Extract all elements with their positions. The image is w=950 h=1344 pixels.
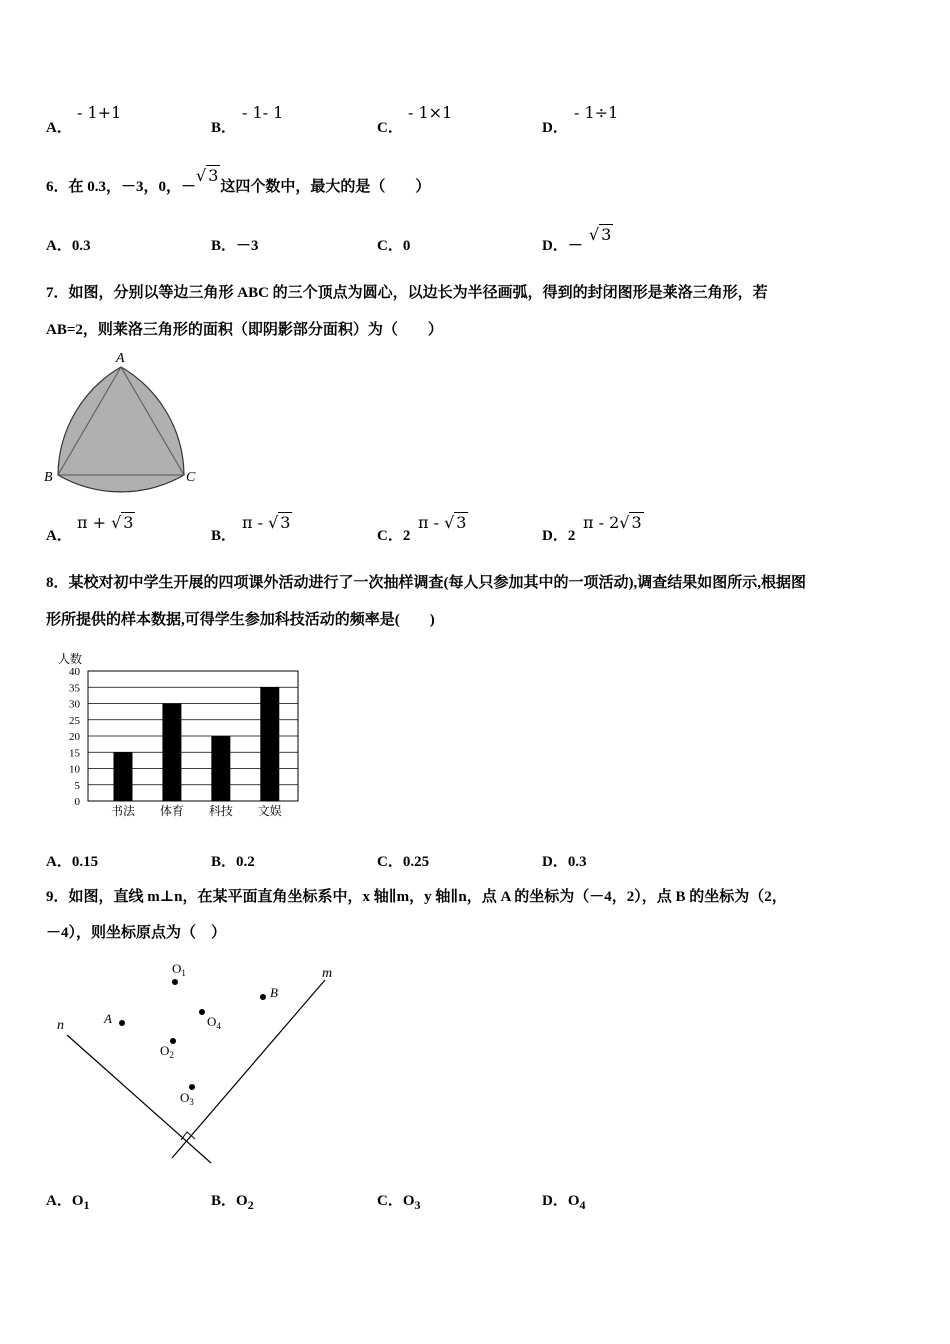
q7-option-a-radicand: 3 (123, 513, 134, 532)
q9-option-b-value: O (236, 1193, 248, 1209)
q5-option-d (542, 116, 568, 137)
q6-option-d-sqrt-sign: √ (588, 225, 600, 244)
q8-option-a-label: A． (46, 854, 72, 870)
q6-stem-part1: 6．在 0.3，－3，0，－ (46, 179, 197, 195)
y-tick-label-35: 35 (69, 682, 80, 695)
q6-sqrt-sign: √ (196, 166, 207, 185)
q5-option-c (377, 116, 403, 137)
q6-option-b-value: －3 (236, 238, 259, 254)
x-tick-label-1: 书法 (110, 804, 136, 818)
q6-stem (46, 166, 431, 196)
chart-y-ticks (69, 666, 81, 808)
label-a: A (104, 1011, 112, 1026)
q6-option-a-label: A． (46, 238, 72, 254)
q6-option-c-value: 0 (402, 238, 411, 254)
q5-option-d-expr: - 1÷1 (574, 103, 619, 122)
q9-option-a-sub: 1 (83, 1198, 90, 1212)
q7-option-a-label: A． (46, 528, 72, 544)
q6-stem-part2: 这四个数中，最大的是（ ） (220, 179, 431, 195)
q7-option-b (211, 524, 236, 545)
q7-option-a-expr (77, 513, 135, 532)
q7-option-b-sqrt-sign: √ (268, 513, 279, 532)
q7-option-d-label: D． (542, 528, 568, 544)
point-o4 (199, 1009, 205, 1015)
q8-option-b-label: B． (211, 854, 237, 870)
q7-option-b-expr (242, 513, 292, 532)
q9-line1: 9．如图，直线 m⊥n，在某平面直角坐标系中，x 轴∥m，y 轴∥n，点 A 的坐标为（－4，2），点 B 的坐标为（2， (46, 889, 787, 905)
q6-option-a (46, 234, 91, 255)
q7-option-a-expr-text: π + (77, 513, 112, 532)
bar-2 (162, 704, 181, 802)
q6-option-d-value: － (567, 238, 583, 254)
label-m: m (322, 966, 333, 981)
label-b: B (270, 985, 278, 1000)
point-o2 (170, 1038, 176, 1044)
q6-option-d-radicand: 3 (601, 225, 612, 244)
q9-option-b (211, 1189, 254, 1213)
x-tick-label-4: 文娱 (257, 804, 282, 818)
bar-1 (114, 752, 133, 801)
y-tick-label-0: 0 (74, 796, 80, 808)
q6-radicand: 3 (208, 166, 219, 185)
q9-option-c (377, 1189, 421, 1213)
q7-option-c-label: C． (377, 528, 403, 544)
x-tick-label-3: 科技 (208, 804, 233, 818)
q6-option-c (377, 234, 410, 255)
q7-option-c-sqrt-sign: √ (444, 513, 455, 532)
q8-option-c-label: C． (377, 854, 403, 870)
q5-option-d-label: D． (542, 120, 568, 136)
reuleaux-shaded-region (58, 367, 184, 492)
y-tick-label-15: 15 (69, 747, 80, 760)
line-m (172, 980, 325, 1158)
q9-option-d-sub: 4 (579, 1198, 586, 1212)
q6-option-c-label: C． (377, 238, 403, 254)
q7-option-c-prefix: 2 (402, 528, 411, 544)
q5-option-a-expr: - 1+1 (77, 103, 122, 122)
point-o1 (172, 979, 178, 985)
label-o1: $O_1$ (172, 961, 186, 978)
q9-option-d-label: D． (542, 1193, 568, 1209)
q6-option-d (542, 225, 613, 255)
q7-option-d-sqrt-sign: √ (619, 513, 630, 532)
q6-option-b (211, 234, 259, 255)
q9-option-b-label: B． (211, 1193, 237, 1209)
chart-bars (114, 687, 280, 801)
coordinate-lines-figure (40, 955, 350, 1170)
point-a (119, 1020, 125, 1026)
q7-option-c (377, 524, 410, 545)
vertex-label-a: A (116, 351, 125, 366)
vertex-label-c: C (186, 470, 196, 485)
label-o4: $O_4$ (207, 1014, 221, 1031)
q6-option-d-label: D． (542, 238, 568, 254)
q5-option-b (211, 116, 236, 137)
q5-option-b-expr: - 1- 1 (242, 103, 284, 122)
q9-option-a (46, 1189, 90, 1213)
q9-option-c-sub: 3 (414, 1198, 421, 1212)
q9-option-d-value: O (567, 1193, 580, 1209)
q8-option-d (542, 850, 587, 871)
q6-option-b-label: B． (211, 238, 237, 254)
y-tick-label-40: 40 (69, 666, 80, 678)
q5-option-a (46, 116, 72, 137)
q5-option-b-label: B． (211, 120, 237, 136)
q8-option-c-value: 0.25 (402, 854, 430, 870)
label-o2: $O_2$ (160, 1043, 174, 1060)
point-b (260, 994, 266, 1000)
q7-option-d (542, 524, 575, 545)
q8-line2: 形所提供的样本数据,可得学生参加科技活动的频率是( ) (46, 612, 435, 628)
y-tick-label-10: 10 (69, 763, 80, 776)
q9-option-d (542, 1189, 586, 1213)
q9-option-c-value: O (402, 1193, 415, 1209)
q5-option-a-label: A． (46, 120, 72, 136)
vertex-label-b: B (44, 470, 53, 485)
chart-x-ticks (111, 803, 282, 818)
q5-option-c-expr: - 1×1 (408, 103, 453, 122)
q8-option-d-label: D． (542, 854, 568, 870)
q7-line2: AB=2，则莱洛三角形的面积（即阴影部分面积）为（ ） (46, 322, 443, 338)
q7-option-c-radicand: 3 (456, 513, 467, 532)
q9-option-a-value: O (71, 1193, 84, 1209)
bar-3 (211, 736, 230, 801)
q9-option-b-sub: 2 (247, 1198, 254, 1212)
q9-line2: －4），则坐标原点为（ ） (46, 925, 227, 941)
q7-option-d-expr (583, 513, 644, 532)
activity-bar-chart (50, 648, 310, 823)
q5-option-c-label: C． (377, 120, 403, 136)
y-tick-label-5: 5 (74, 779, 80, 792)
q7-option-b-radicand: 3 (280, 513, 291, 532)
y-tick-label-30: 30 (69, 698, 80, 711)
q8-option-d-value: 0.3 (567, 854, 587, 870)
label-o3: $O_3$ (180, 1090, 194, 1107)
q8-line1: 8．某校对初中学生开展的四项课外活动进行了一次抽样调查(每人只参加其中的一项活动),调查结果如图所示,根据图 (46, 575, 806, 591)
q7-option-d-prefix: 2 (567, 528, 576, 544)
q8-option-b (211, 850, 255, 871)
y-tick-label-25: 25 (69, 714, 80, 727)
q7-option-d-expr-text: π - 2 (583, 513, 620, 532)
q9-option-a-label: A． (46, 1193, 72, 1209)
q7-option-d-radicand: 3 (631, 513, 642, 532)
q7-option-b-expr-text: π - (242, 513, 269, 532)
label-n: n (57, 1018, 64, 1033)
q8-option-c (377, 850, 429, 871)
q8-option-a-value: 0.15 (71, 854, 99, 870)
chart-y-axis-label: 人数 (58, 652, 83, 666)
q7-option-c-expr-text: π - (418, 513, 445, 532)
q7-line1: 7．如图，分别以等边三角形 ABC 的三个顶点为圆心，以边长为半径画弧，得到的封闭图形是莱洛三角形，若 (46, 285, 768, 301)
q7-option-b-label: B． (211, 528, 237, 544)
q7-option-a (46, 524, 72, 545)
q8-option-a (46, 850, 98, 871)
bar-4 (260, 687, 279, 801)
q9-option-c-label: C． (377, 1193, 403, 1209)
q6-option-a-value: 0.3 (71, 238, 91, 254)
q8-option-b-value: 0.2 (236, 854, 255, 870)
q7-option-a-sqrt-sign: √ (111, 513, 122, 532)
reuleaux-triangle-figure (40, 348, 210, 496)
q7-option-c-expr (418, 513, 468, 532)
point-o3 (189, 1084, 195, 1090)
y-tick-label-20: 20 (69, 731, 80, 743)
x-tick-label-2: 体育 (159, 804, 184, 818)
